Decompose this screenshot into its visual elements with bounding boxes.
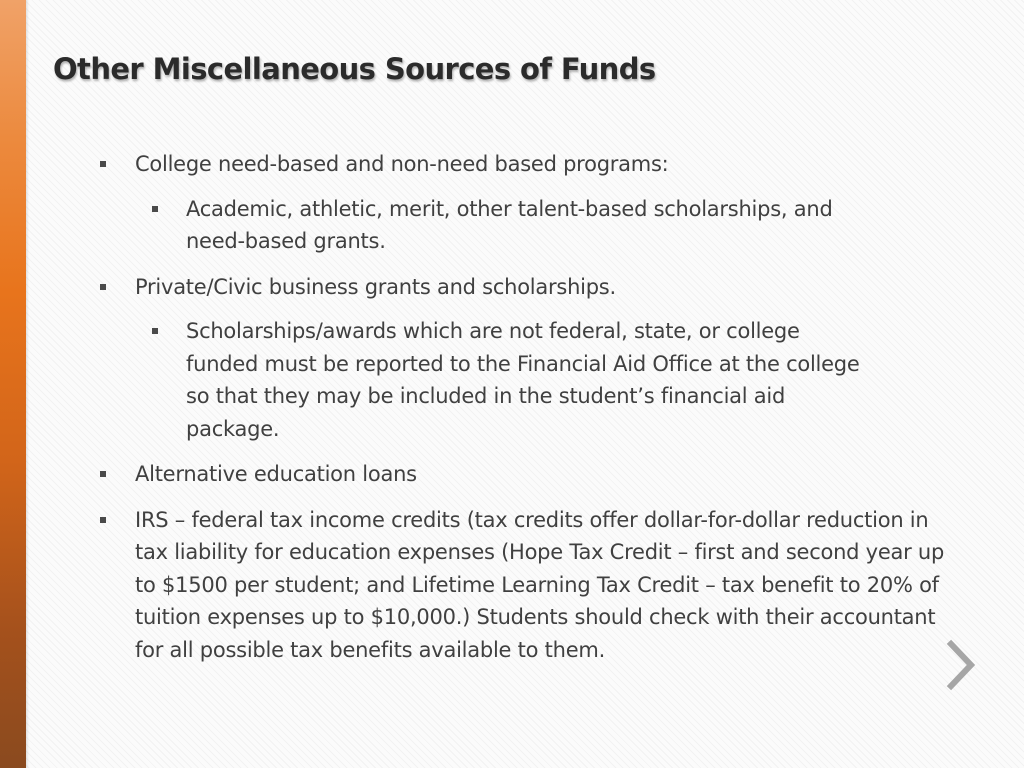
bullet-item-alternative-loans <box>95 458 955 491</box>
bullet-item-private-civic <box>95 271 955 304</box>
bullet-text: Alternative education loans <box>135 462 417 486</box>
sub-bullet-item-reporting-awards <box>95 315 866 445</box>
bullet-text: College need-based and non-need based programs: <box>135 152 669 176</box>
square-bullet-icon <box>100 161 106 167</box>
square-bullet-icon <box>100 471 106 477</box>
square-bullet-icon <box>152 328 158 334</box>
sub-bullet-item-scholarships-grants <box>95 193 866 258</box>
bullet-list <box>95 148 955 666</box>
bullet-text: IRS – federal tax income credits (tax credits offer dollar-for-dollar reduction in tax liability for education expenses (Hope Tax Credit – first and second year up to $1500 per student; and Lifetime Learning Tax Credit – tax benefit to 20% of tuition expenses up to $10,000.) Students should check with their accountant for all possible tax benefits available to them. <box>135 507 945 662</box>
square-bullet-icon <box>152 206 158 212</box>
accent-side-bar <box>0 0 26 768</box>
bullet-text: Scholarships/awards which are not federal, state, or college funded must be reported to the Financial Aid Office at the college so that they may be included in the student’s financial aid package. <box>186 319 860 441</box>
accent-side-bar-shadow <box>26 0 29 768</box>
bullet-item-irs-tax-credits <box>95 504 955 667</box>
chevron-right-icon <box>944 638 978 692</box>
slide-title: Other Miscellaneous Sources of Funds <box>53 52 656 86</box>
next-slide-button[interactable] <box>944 638 978 692</box>
square-bullet-icon <box>100 517 106 523</box>
bullet-item-college-programs <box>95 148 955 181</box>
bullet-text: Academic, athletic, merit, other talent-based scholarships, and need-based grants. <box>186 196 833 253</box>
bullet-text: Private/Civic business grants and scholarships. <box>135 274 616 299</box>
square-bullet-icon <box>100 284 106 290</box>
